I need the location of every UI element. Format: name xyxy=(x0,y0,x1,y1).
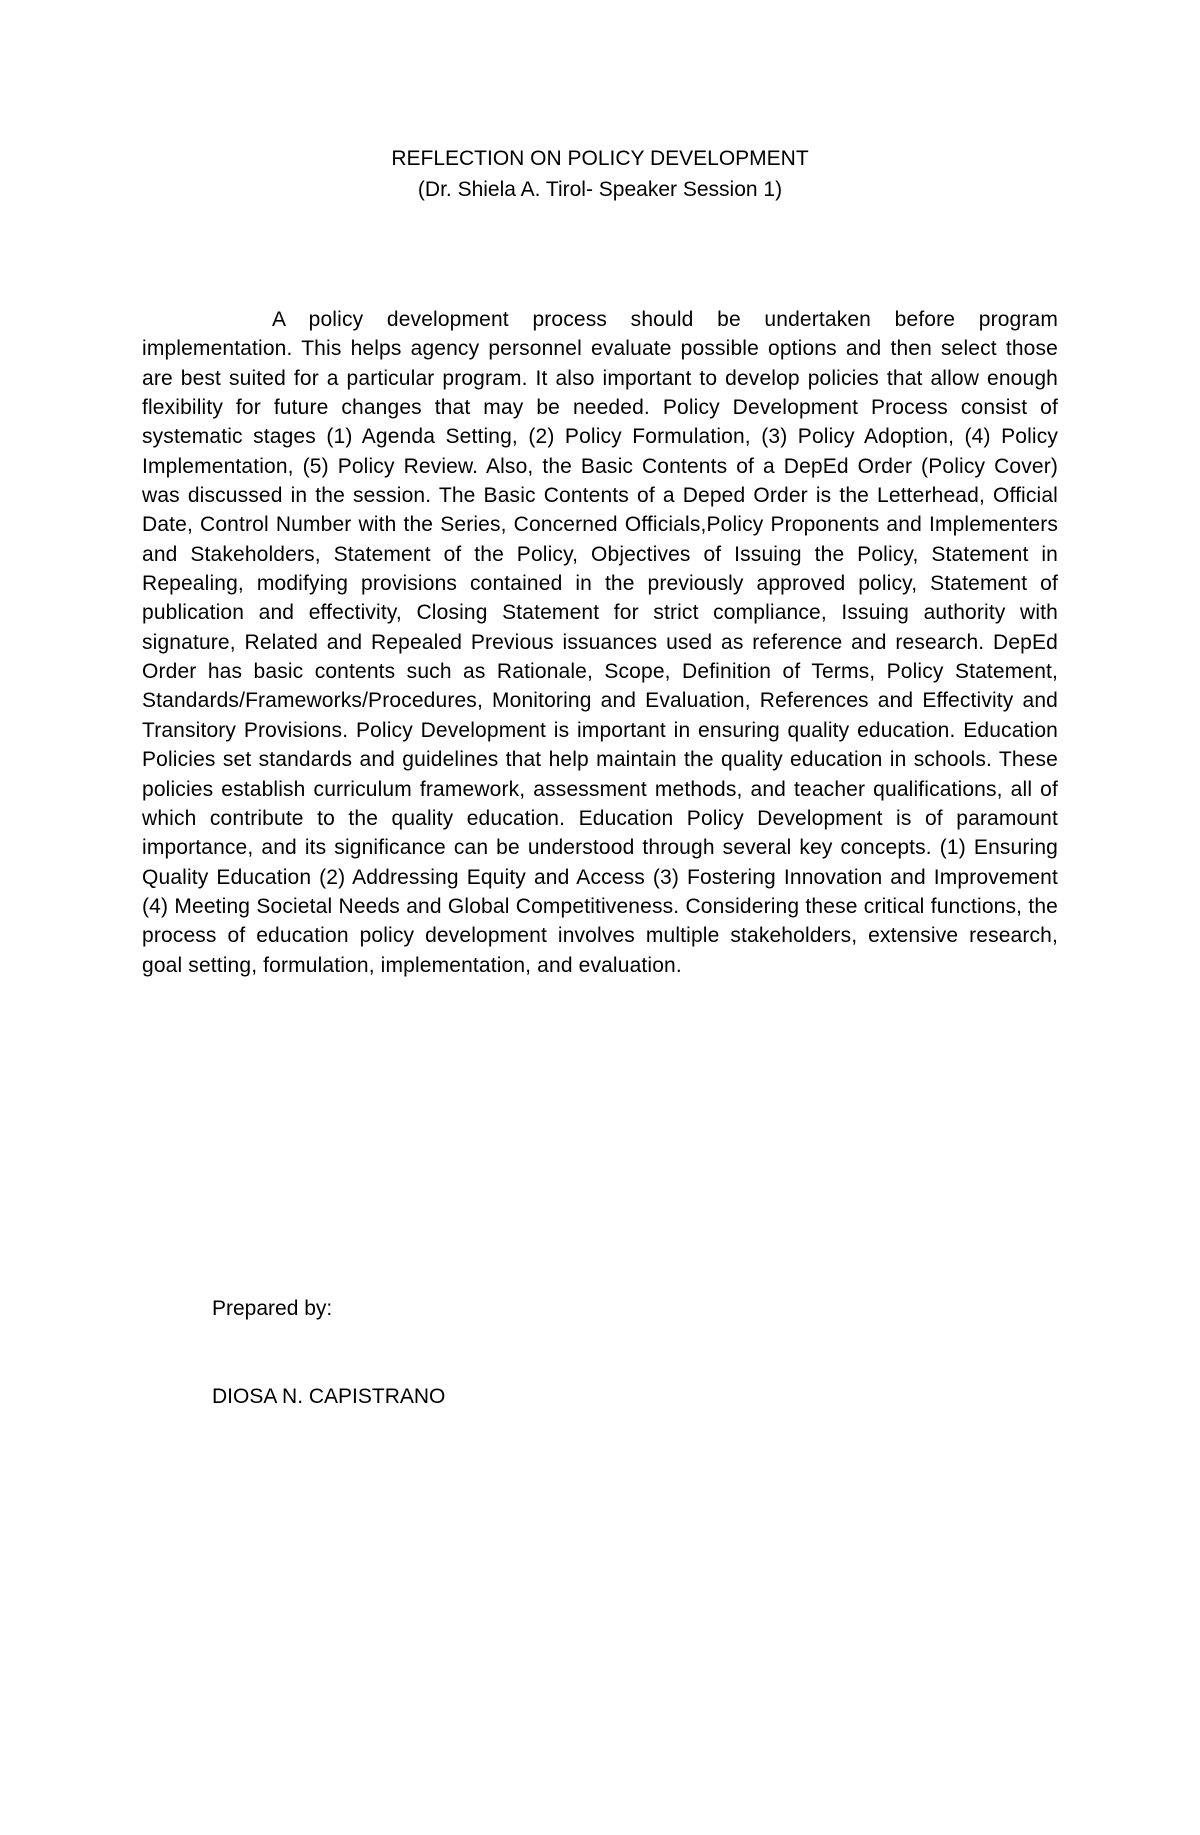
title-block xyxy=(0,143,1200,205)
prepared-by-name: DIOSA N. CAPISTRANO xyxy=(212,1385,446,1408)
prepared-by-label: Prepared by: xyxy=(212,1297,333,1320)
document-title: REFLECTION ON POLICY DEVELOPMENT xyxy=(391,147,809,170)
document-subtitle: (Dr. Shiela A. Tirol- Speaker Session 1) xyxy=(417,178,783,201)
body-paragraph: A policy development process should be undertaken before program implementation. This helps agency personnel evaluate possible options and then select those are best suited for a particular program. It also important to develop policies that allow enough flexibility for future changes that may be needed. Policy Development Process consist of systematic stages (1) Agenda Setting, (2) Policy Formulation, (3) Policy Adoption, (4) Policy Implementation, (5) Policy Review. Also, the Basic Contents of a DepEd Order (Policy Cover) was discussed in the session. The Basic Contents of a Deped Order is the Letterhead, Official Date, Control Number with the Series, Concerned Officials,Policy Proponents and Implementers and Stakeholders, Statement of the Policy, Objectives of Issuing the Policy, Statement in Repealing, modifying provisions contained in the previously approved policy, Statement of publication and effectivity, Closing Statement for strict compliance, Issuing authority with signature, Related and Repealed Previous issuances used as reference and research. DepEd Order has basic contents such as Rationale, Scope, Definition of Terms, Policy Statement, Standards/Frameworks/Procedures, Monitoring and Evaluation, References and Effectivity and Transitory Provisions. Policy Development is important in ensuring quality education. Education Policies set standards and guidelines that help maintain the quality education in schools. These policies establish curriculum framework, assessment methods, and teacher qualifications, all of which contribute to the quality education. Education Policy Development is of paramount importance, and its significance can be understood through several key concepts. (1) Ensuring Quality Education (2) Addressing Equity and Access (3) Fostering Innovation and Improvement (4) Meeting Societal Needs and Global Competitiveness. Considering these critical functions, the process of education policy development involves multiple stakeholders, extensive research, goal setting, formulation, implementation, and evaluation. xyxy=(142,308,1058,977)
